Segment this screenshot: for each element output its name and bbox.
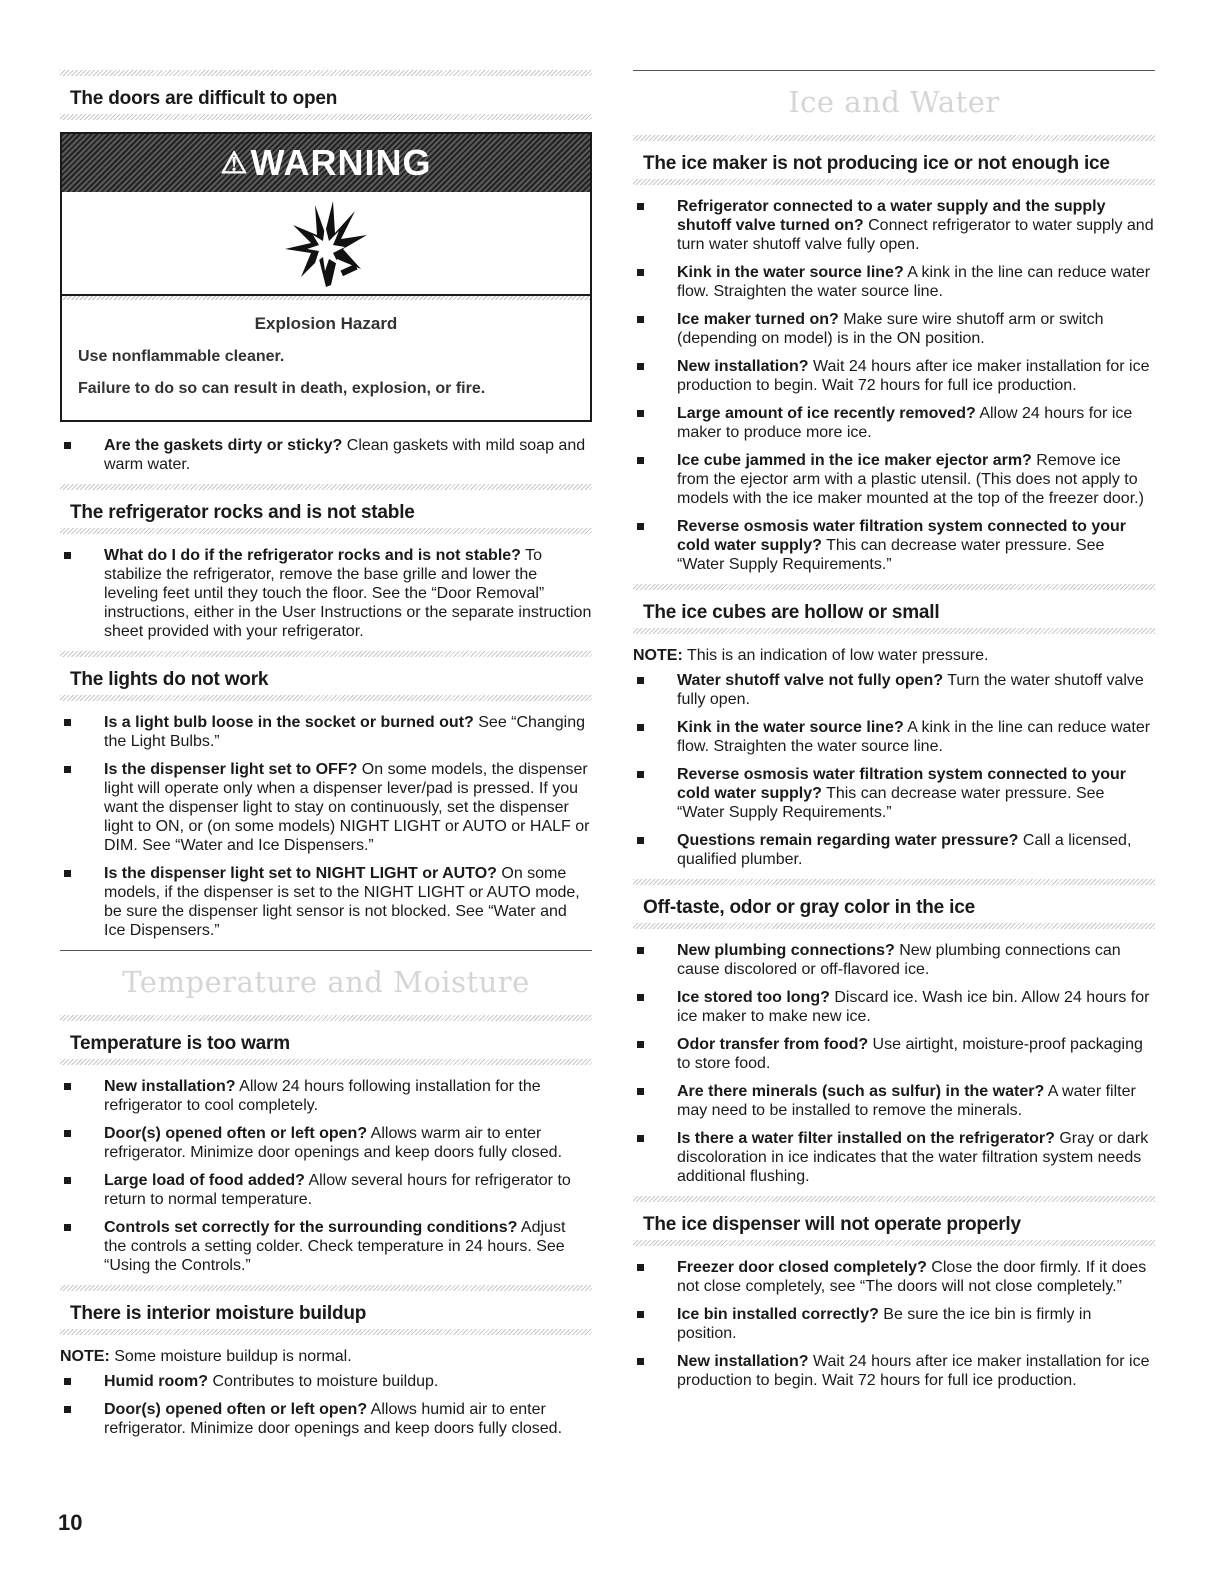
- item-question: Kink in the water source line?: [677, 264, 904, 281]
- section-off-taste: [633, 879, 1155, 1186]
- list-item: [60, 546, 592, 641]
- category-rule: [633, 70, 1155, 71]
- list-item: [633, 1258, 1155, 1296]
- item-question: Ice maker turned on?: [677, 311, 839, 328]
- section-dispenser: [633, 1196, 1155, 1390]
- item-answer: New plumbing connections can cause discolored or off-flavored ice.: [677, 942, 1121, 978]
- list-item: [60, 436, 592, 474]
- section-rule: [633, 1240, 1155, 1246]
- item-answer: Wait 24 hours after ice maker installation for ice production to begin. Wait 72 hours for full ice production.: [677, 358, 1150, 394]
- item-question: Ice cube jammed in the ice maker ejector arm?: [677, 452, 1032, 469]
- list-item: [633, 671, 1155, 709]
- item-answer: Clean gaskets with mild soap and warm water.: [104, 437, 586, 473]
- list-item: [633, 263, 1155, 301]
- right-column: [633, 70, 1155, 1400]
- item-question: Freezer door closed completely?: [677, 1259, 927, 1276]
- item-question: New installation?: [677, 1353, 809, 1370]
- item-answer: Contributes to moisture buildup.: [208, 1373, 439, 1390]
- note: [633, 646, 1155, 665]
- list-item: [633, 517, 1155, 574]
- section-hollow: [633, 584, 1155, 869]
- item-answer: Be sure the ice bin is firmly in position.: [677, 1306, 1092, 1342]
- list-item: [633, 831, 1155, 869]
- item-answer: Allow several hours for refrigerator to return to normal temperature.: [104, 1172, 571, 1208]
- section-rule: [60, 70, 592, 76]
- list-item: [633, 941, 1155, 979]
- list-item: [633, 718, 1155, 756]
- item-answer: On some models, if the dispenser is set to the NIGHT LIGHT or AUTO mode, be sure the dispenser light sensor is not blocked. See “Water and Ice Dispensers.”: [104, 865, 580, 939]
- section-title: Temperature is too warm: [70, 1033, 290, 1054]
- item-answer: Allows warm air to enter refrigerator. Minimize door openings and keep doors fully closed.: [104, 1125, 563, 1161]
- note-text: Some moisture buildup is normal.: [109, 1348, 352, 1365]
- warning-header: [62, 134, 590, 192]
- category-rule: [60, 950, 592, 951]
- item-question: Is the dispenser light set to NIGHT LIGHT or AUTO?: [104, 865, 497, 882]
- section-lights: [60, 651, 592, 940]
- item-answer: Allows humid air to enter refrigerator. Minimize door openings and keep doors fully closed.: [104, 1401, 563, 1437]
- item-list: [60, 436, 592, 474]
- list-item: [633, 310, 1155, 348]
- item-list: [60, 713, 592, 940]
- item-answer: Close the door firmly. If it does not close completely, see “The doors will not close completely.”: [677, 1259, 1147, 1295]
- item-question: New installation?: [104, 1078, 236, 1095]
- item-answer: A kink in the line can reduce water flow. Straighten the water source line.: [677, 264, 1151, 300]
- section-rule: [60, 695, 592, 701]
- warning-box: [60, 132, 592, 422]
- item-list: [60, 546, 592, 641]
- warning-label: WARNING: [250, 142, 432, 183]
- section-not-producing: [633, 135, 1155, 574]
- item-question: Are there minerals (such as sulfur) in the water?: [677, 1083, 1045, 1100]
- item-question: Ice bin installed correctly?: [677, 1306, 879, 1323]
- item-answer: Turn the water shutoff valve fully open.: [677, 672, 1144, 708]
- list-item: [60, 1124, 592, 1162]
- item-answer: Adjust the controls a setting colder. Check temperature in 24 hours. See “Using the Controls.”: [104, 1219, 566, 1274]
- section-title: The doors are difficult to open: [70, 88, 338, 109]
- list-item: [633, 1352, 1155, 1390]
- section-rule: [633, 923, 1155, 929]
- item-answer: Allow 24 hours for ice maker to produce more ice.: [677, 405, 1133, 441]
- warning-line: Failure to do so can result in death, explosion, or fire.: [78, 380, 486, 397]
- item-list: [633, 1258, 1155, 1390]
- list-item: [60, 1077, 592, 1115]
- section-rocks: [60, 484, 592, 641]
- item-answer: Gray or dark discoloration in ice indicates that the water filtration system needs additional flushing.: [677, 1130, 1149, 1185]
- section-title: The refrigerator rocks and is not stable: [70, 502, 415, 523]
- section-rule: [633, 628, 1155, 634]
- item-answer: Make sure wire shutoff arm or switch (depending on model) is in the ON position.: [677, 311, 1104, 347]
- item-question: Is a light bulb loose in the socket or burned out?: [104, 714, 474, 731]
- left-column: [60, 70, 592, 1448]
- list-item: [633, 765, 1155, 822]
- list-item: [60, 1171, 592, 1209]
- item-question: Humid room?: [104, 1373, 208, 1390]
- item-question: Questions remain regarding water pressure?: [677, 832, 1019, 849]
- note-label: NOTE:: [60, 1348, 110, 1365]
- page-number: 10: [58, 1510, 83, 1535]
- item-list: [60, 1077, 592, 1275]
- section-rule: [60, 651, 592, 657]
- item-question: Is the dispenser light set to OFF?: [104, 761, 358, 778]
- item-question: Door(s) opened often or left open?: [104, 1125, 368, 1142]
- item-answer: Allow 24 hours following installation for the refrigerator to cool completely.: [104, 1078, 541, 1114]
- section-title: The ice maker is not producing ice or not enough ice: [643, 153, 1110, 174]
- item-answer: This can decrease water pressure. See “Water Supply Requirements.”: [677, 785, 1105, 821]
- note-label: NOTE:: [633, 647, 683, 664]
- list-item: [60, 1218, 592, 1275]
- list-item: [60, 864, 592, 940]
- list-item: [633, 1082, 1155, 1120]
- item-question: Reverse osmosis water filtration system connected to your cold water supply?: [677, 766, 1127, 802]
- item-answer: Wait 24 hours after ice maker installation for ice production to begin. Wait 72 hours for full ice production.: [677, 1353, 1150, 1389]
- section-rule: [633, 879, 1155, 885]
- item-question: Water shutoff valve not fully open?: [677, 672, 944, 689]
- section-doors: [60, 70, 592, 474]
- section-rule: [60, 114, 592, 120]
- category-heading: Temperature and Moisture: [122, 965, 530, 999]
- item-answer: A kink in the line can reduce water flow. Straighten the water source line.: [677, 719, 1151, 755]
- list-item: [633, 404, 1155, 442]
- section-rule: [60, 484, 592, 490]
- item-answer: This can decrease water pressure. See “Water Supply Requirements.”: [677, 537, 1105, 573]
- list-item: [60, 713, 592, 751]
- section-title: The ice cubes are hollow or small: [643, 602, 940, 623]
- item-answer: Remove ice from the ejector arm with a plastic utensil. (This does not apply to models with the ice maker mounted at the top of the freezer door.): [677, 452, 1144, 507]
- explosion-hazard-area: [62, 192, 590, 296]
- section-rule: [60, 1285, 592, 1291]
- item-list: [60, 1372, 592, 1438]
- list-item: [60, 760, 592, 855]
- section-rule: [633, 179, 1155, 185]
- section-rule: [633, 584, 1155, 590]
- section-rule: [60, 1059, 592, 1065]
- list-item: [60, 1400, 592, 1438]
- section-rule: [60, 1015, 592, 1021]
- section-title: Off-taste, odor or gray color in the ice: [643, 897, 975, 918]
- section-title: There is interior moisture buildup: [70, 1303, 367, 1324]
- section-rule: [633, 1196, 1155, 1202]
- item-answer: Discard ice. Wash ice bin. Allow 24 hours for ice maker to make new ice.: [677, 989, 1150, 1025]
- warning-triangle-icon: ⚠: [220, 146, 249, 180]
- item-question: Controls set correctly for the surrounding conditions?: [104, 1219, 518, 1236]
- item-answer: A water filter may need to be installed to remove the minerals.: [677, 1083, 1136, 1119]
- item-answer: To stabilize the refrigerator, remove the base grille and lower the leveling feet until they touch the floor. See the “Door Removal” instructions, either in the User Instructions or the separate instruction sheet provided with your refrigerator.: [104, 547, 592, 640]
- item-question: Are the gaskets dirty or sticky?: [104, 437, 343, 454]
- item-question: What do I do if the refrigerator rocks and is not stable?: [104, 547, 521, 564]
- warning-body: [62, 300, 590, 420]
- item-answer: Call a licensed, qualified plumber.: [677, 832, 1132, 868]
- section-rule: [633, 135, 1155, 141]
- section-warm: [60, 1015, 592, 1275]
- hazard-title: Explosion Hazard: [254, 314, 398, 333]
- item-answer: On some models, the dispenser light will operate only when a dispenser lever/pad is pressed. If you want the dispenser light to stay on continuously, set the dispenser light to ON, or (on some models) NIGHT LIGHT or AUTO or HALF or DIM. See “Water and Ice Dispensers.”: [104, 761, 590, 854]
- item-list: [633, 941, 1155, 1186]
- list-item: [633, 357, 1155, 395]
- item-question: Large load of food added?: [104, 1172, 305, 1189]
- item-question: Odor transfer from food?: [677, 1036, 869, 1053]
- list-item: [633, 1305, 1155, 1343]
- note: [60, 1347, 592, 1366]
- item-question: New plumbing connections?: [677, 942, 895, 959]
- list-item: [633, 1129, 1155, 1186]
- section-rule: [60, 528, 592, 534]
- list-item: [633, 988, 1155, 1026]
- item-question: Reverse osmosis water filtration system connected to your cold water supply?: [677, 518, 1127, 554]
- note-text: This is an indication of low water pressure.: [682, 647, 989, 664]
- item-question: Ice stored too long?: [677, 989, 830, 1006]
- item-answer: See “Changing the Light Bulbs.”: [104, 714, 585, 750]
- list-item: [60, 1372, 592, 1391]
- section-title: The lights do not work: [70, 669, 269, 690]
- section-rule: [60, 1329, 592, 1335]
- item-question: New installation?: [677, 358, 809, 375]
- item-question: Is there a water filter installed on the refrigerator?: [677, 1130, 1055, 1147]
- explosion-icon: [281, 197, 371, 289]
- section-moisture: [60, 1285, 592, 1438]
- item-list: [633, 197, 1155, 574]
- warning-line: Use nonflammable cleaner.: [78, 348, 285, 365]
- item-question: Large amount of ice recently removed?: [677, 405, 976, 422]
- item-question: Door(s) opened often or left open?: [104, 1401, 368, 1418]
- item-list: [633, 671, 1155, 869]
- list-item: [633, 1035, 1155, 1073]
- item-answer: Connect refrigerator to water supply and turn water shutoff valve fully open.: [677, 217, 1154, 253]
- item-question: Refrigerator connected to a water supply and the supply shutoff valve turned on?: [677, 198, 1106, 234]
- item-answer: Use airtight, moisture-proof packaging to store food.: [677, 1036, 1143, 1072]
- list-item: [633, 451, 1155, 508]
- category-heading: Ice and Water: [788, 85, 1000, 119]
- item-question: Kink in the water source line?: [677, 719, 904, 736]
- list-item: [633, 197, 1155, 254]
- section-title: The ice dispenser will not operate properly: [643, 1214, 1021, 1235]
